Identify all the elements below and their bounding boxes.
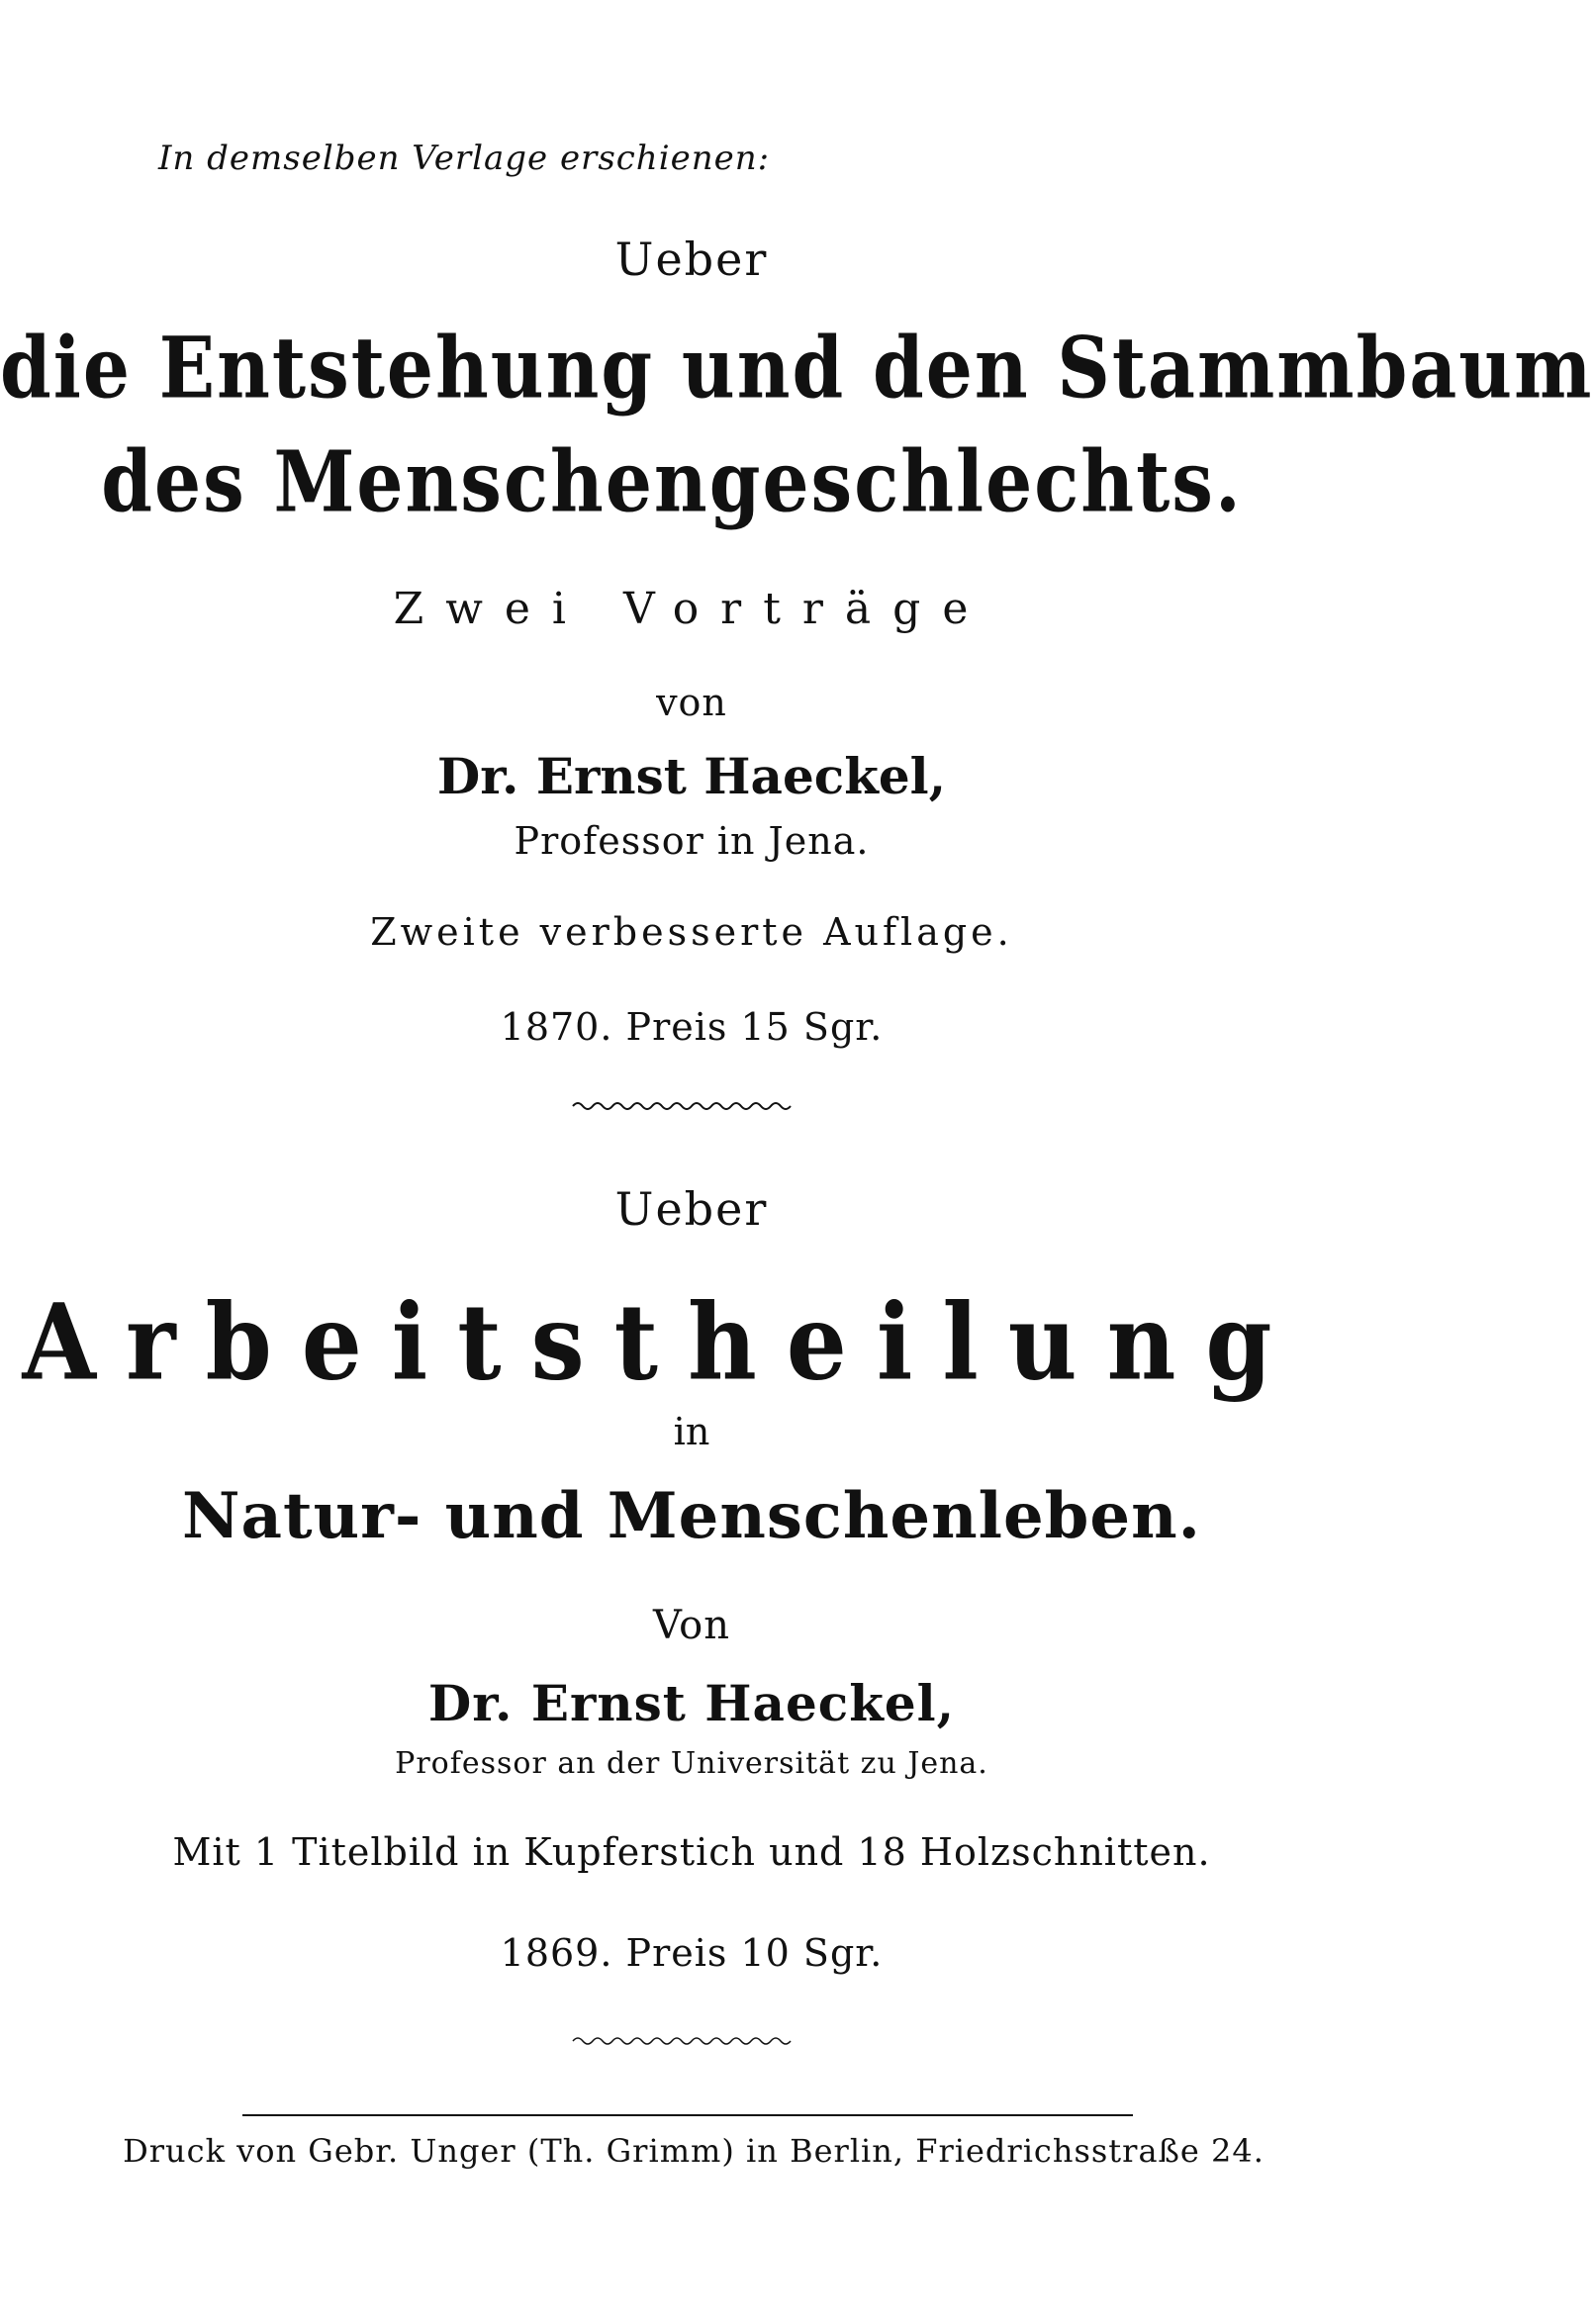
book2-author: Dr. Ernst Haeckel, <box>427 1674 956 1732</box>
book2-author-position: Professor an der Universität zu Jena. <box>395 1746 988 1781</box>
book1-author-position: Professor in Jena. <box>514 819 870 863</box>
book2-title-in: in <box>673 1410 710 1453</box>
wave-divider <box>0 2033 1363 2052</box>
book1-title-line2: des Menschengeschlechts. <box>101 433 1243 532</box>
book1-title-line1: die Entstehung und den Stammbaum <box>0 320 1593 418</box>
book1-year-price: 1870. Preis 15 Sgr. <box>500 1005 884 1049</box>
book1-preposition: Ueber <box>614 232 769 286</box>
printer-imprint: Druck von Gebr. Unger (Th. Grimm) in Berlin, Friedrichsstraße 24. <box>123 2132 1265 2170</box>
book1-edition: Zweite verbesserte Auflage. <box>370 910 1013 954</box>
book2-year-price: 1869. Preis 10 Sgr. <box>500 1931 884 1975</box>
book2-by: Von <box>652 1603 731 1648</box>
book2-preposition: Ueber <box>614 1182 769 1236</box>
book1-by: von <box>656 681 727 724</box>
book2-illustrations: Mit 1 Titelbild in Kupferstich und 18 Holzschnitten. <box>172 1830 1211 1874</box>
wave-divider <box>0 1098 1363 1117</box>
book1-subtitle: Zwei Vorträge <box>393 584 990 634</box>
footer-rule <box>242 2114 1133 2116</box>
book2-title-main: Arbeitstheilung <box>22 1280 1302 1404</box>
publisher-intro: In demselben Verlage erschienen: <box>158 139 771 178</box>
wave-ornament-icon <box>573 2034 791 2048</box>
book2-title-rest: Natur- und Menschenleben. <box>182 1479 1201 1553</box>
wave-ornament-icon <box>573 1099 791 1113</box>
book1-author: Dr. Ernst Haeckel, <box>436 747 947 805</box>
